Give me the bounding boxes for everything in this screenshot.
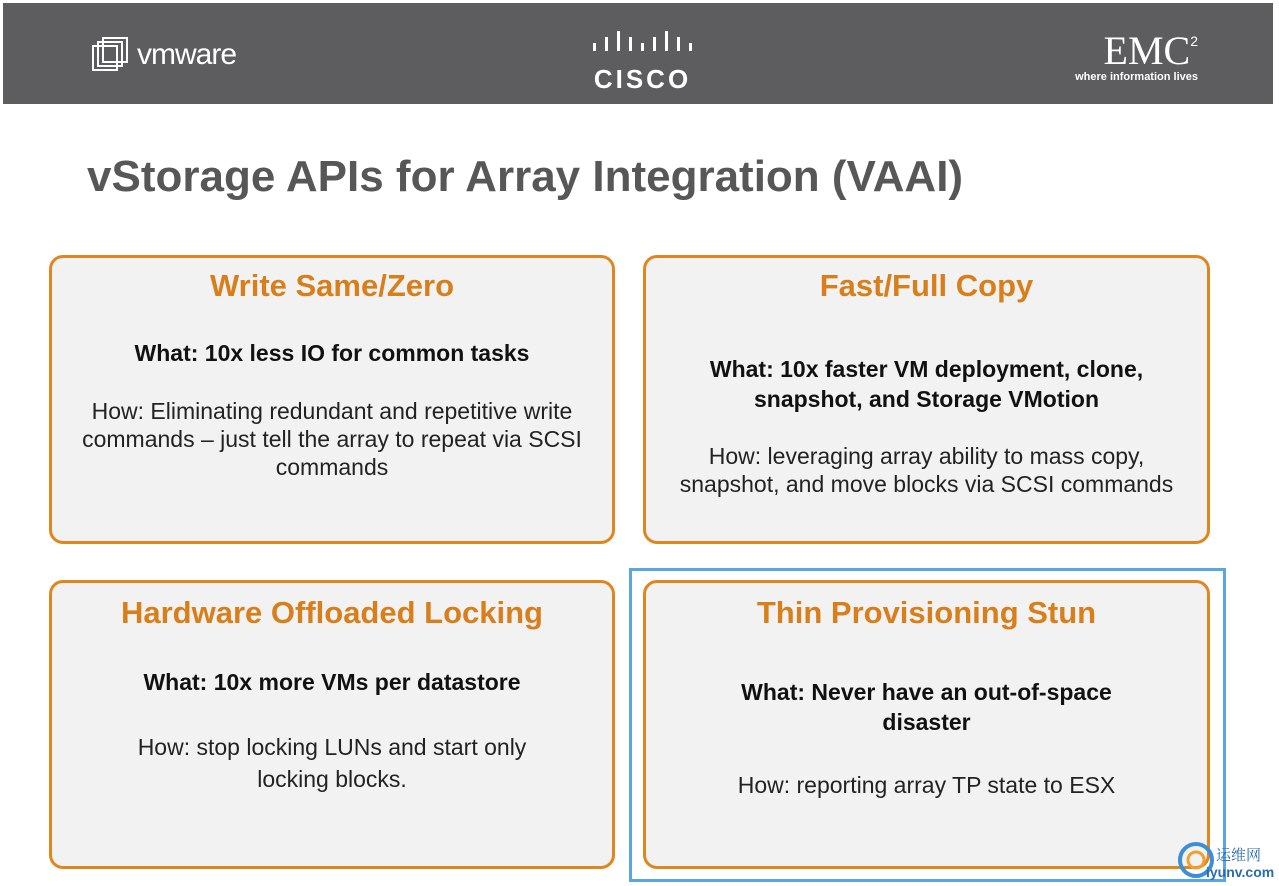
- header-bar: [3, 3, 1273, 104]
- box-how: How: reporting array TP state to ESX: [737, 772, 1116, 798]
- vmware-wordmark: vmware: [137, 38, 237, 71]
- box-what: What: 10x more VMs per datastore: [143, 669, 521, 695]
- box-title: Hardware Offloaded Locking: [120, 595, 543, 630]
- feature-box-hardware-locking: [49, 580, 615, 869]
- emc-tagline: where information lives: [1075, 71, 1198, 83]
- box-title: Fast/Full Copy: [819, 268, 1034, 303]
- vmware-logo-icon: [91, 36, 129, 74]
- feature-box-write-same: [49, 255, 615, 544]
- box-title: Thin Provisioning Stun: [756, 595, 1097, 630]
- emc-superscript: 2: [1190, 33, 1198, 49]
- emc-wordmark: EMC: [1103, 28, 1191, 73]
- box-how: How: leveraging array ability to mass copy, snapshot, and move blocks via SCSI commands: [679, 443, 1174, 497]
- watermark: [1176, 838, 1276, 884]
- cisco-wordmark: CISCO: [593, 64, 692, 94]
- box-what: What: Never have an out-of-space disaster: [741, 679, 1112, 735]
- box-how: How: Eliminating redundant and repetitive write commands – just tell the array to repeat via SCSI commands: [82, 398, 582, 480]
- box-what: What: 10x faster VM deployment, clone, snapshot, and Storage VMotion: [709, 356, 1144, 412]
- watermark-text-cn: 运维网: [1216, 847, 1262, 864]
- emc-logo: [1048, 28, 1198, 83]
- box-what: What: 10x less IO for common tasks: [134, 340, 530, 366]
- vmware-logo: [91, 36, 236, 74]
- selection-highlight: [629, 568, 1226, 882]
- cisco-logo: [585, 31, 700, 95]
- page-title: vStorage APIs for Array Integration (VAAI): [87, 152, 964, 201]
- box-title: Write Same/Zero: [209, 268, 455, 303]
- watermark-text-url: iyunv.com: [1206, 864, 1275, 880]
- box-how: How: stop locking LUNs and start only locking blocks.: [137, 734, 527, 792]
- cisco-bars-icon: [585, 31, 700, 57]
- feature-box-fast-copy: [643, 255, 1210, 544]
